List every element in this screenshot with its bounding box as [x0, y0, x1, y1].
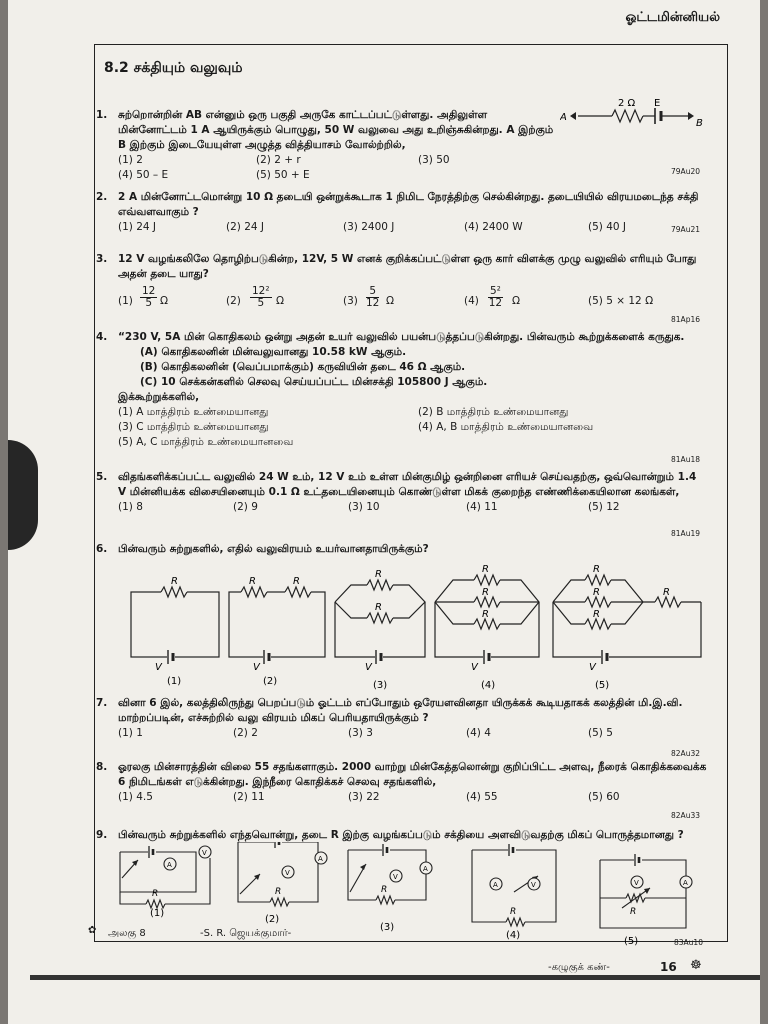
question-5: 5. விதங்களிக்கப்பட்ட வலுவில் 24 W உம், 12 V உம் உள்ள மின்குமிழ் ஒன்றினை எரியச் செய்வதற்கு, ஒவ்வொன்றும் 1.4 V மின்னியக்க விசையினையும் 0.1 Ω உட்தடையினையும் கொண்டுள்ள மிகக் குறைந்த எண்ணிக்கையிலான கலங்கள், (1) 8 (2) 9 (3) 10 (4) 11 (5) 12 81Au19 — [96, 470, 708, 515]
svg-text:R: R — [171, 576, 178, 587]
footer-series: -கழுகுக் கண்- — [548, 962, 610, 973]
question-text: பின்வரும் சுற்றுக்களில் எந்தவொன்று, தடை R இற்கு வழங்கப்படும் சக்தியை அளவிடுவதற்கு மிகப் பொருத்தமானது ? — [118, 829, 684, 841]
section-title: 8.2 சக்தியும் வலுவும் — [104, 60, 243, 76]
svg-text:B: B — [696, 118, 703, 129]
question-text: சுற்றொன்றின் AB என்னும் ஒரு பகுதி அருகே காட்டப்பட்டுள்ளது. அதிலுள்ள மின்னோட்டம் 1 A ஆயிருக்கும் பொழுது, 50 W வலுவை அது உறிஞ்சுகின்றது. A இற்கும் B இற்கும் இடையேயுள்ள அழுத்த வித்தியாசம் வோல்ற்றில், — [118, 109, 554, 151]
question-code: 81Au19 — [671, 529, 700, 538]
publisher-logo: ✿ — [88, 925, 97, 936]
svg-text:V: V — [285, 869, 290, 877]
svg-text:R: R — [482, 587, 489, 598]
svg-text:A: A — [167, 861, 172, 869]
question-text: “230 V, 5A மின் கொதிகலம் ஒன்று அதன் உயர் வலுவில் பயன்படுத்தப்படுகின்றது. பின்வரும் கூற்றுக்களைக் கருதுக. — [118, 331, 685, 343]
q9-circuit-1 — [120, 846, 211, 919]
svg-text:A: A — [318, 855, 323, 863]
svg-text:V: V — [634, 879, 639, 887]
q6-circuit-1 — [131, 576, 219, 687]
question-text: வினா 6 இல், கலத்திலிருந்து பெறப்படும் ஓட்டம் எப்போதும் ஒரேயளவினதா யிருக்கக் கூடியதாகக் கலத்தின் மி.இ.வி. மாற்றப்படின், எச்சுற்றில் வலு விரயம் மிகப் பெரியதாயிருக்கும் ? — [118, 697, 683, 724]
svg-text:R: R — [630, 907, 637, 917]
question-text: ஓரலகு மின்சாரத்தின் விலை 55 சதங்களாகும். 2000 வாற்று மின்கேத்தலொன்று குறிப்பிட்ட அளவு, நீரைக் கொதிக்கவைக்க 6 நிமிடங்கள் எடுக்கின்றது. இந்நீரை கொதிக்கச் செலவு சதங்களில், — [118, 761, 707, 788]
svg-text:R: R — [482, 564, 489, 575]
q1-circuit-figure — [560, 96, 710, 136]
svg-text:(3): (3) — [373, 680, 388, 691]
publisher-mark-icon: ☸ — [690, 958, 702, 973]
question-8: 8. ஓரலகு மின்சாரத்தின் விலை 55 சதங்களாகும். 2000 வாற்று மின்கேத்தலொன்று குறிப்பிட்ட அளவு, நீரைக் கொதிக்கவைக்க 6 நிமிடங்கள் எடுக்கின்றது. இந்நீரை கொதிக்கச் செலவு சதங்களில், (1) 4.5 (2) 11 (3) 22 (4) 55 (5) 60 82Au33 — [96, 760, 708, 805]
svg-text:A: A — [493, 881, 498, 889]
svg-text:(4): (4) — [506, 930, 521, 941]
binder-hole — [8, 440, 38, 550]
svg-text:R: R — [510, 907, 517, 917]
svg-text:V: V — [393, 873, 398, 881]
svg-text:R: R — [152, 889, 159, 899]
svg-text:V: V — [365, 662, 372, 673]
svg-text:2 Ω: 2 Ω — [618, 98, 636, 109]
svg-text:(4): (4) — [481, 680, 496, 691]
svg-text:A: A — [683, 879, 688, 887]
question-code: 82Au32 — [671, 749, 700, 758]
svg-text:A: A — [560, 112, 567, 123]
q9-circuit-5 — [600, 854, 692, 947]
question-7: 7. வினா 6 இல், கலத்திலிருந்து பெறப்படும் ஓட்டம் எப்போதும் ஒரேயளவினதா யிருக்கக் கூடியதாகக் கலத்தின் மி.இ.வி. மாற்றப்படின், எச்சுற்றில் வலு விரயம் மிகப் பெரியதாயிருக்கும் ? (1) 1 (2) 2 (3) 3 (4) 4 (5) 5 82Au32 — [96, 696, 708, 741]
question-4: 4. “230 V, 5A மின் கொதிகலம் ஒன்று அதன் உயர் வலுவில் பயன்படுத்தப்படுகின்றது. பின்வரும் கூற்றுக்களைக் கருதுக. (A) கொதிகலனின் மின்வலுவானது 10.58 kW ஆகும். (B) கொதிகலனின் (வெப்பமாக்கும்) கருவியின் தடை 46 Ω ஆகும். (C) 10 செக்கன்களில் செலவு செய்யப்பட்ட மின்சக்தி 105800 J ஆகும். இக்கூற்றுக்களில், (1) A மாத்திரம் உண்மையானது (2) B மாத்திரம் உண்மையானது (3) C மாத்திரம் உண்மையானது (4) A, B மாத்திரம் உண்மையானவை (5) A, C மாத்திரம் உண்மையானவை 81Au18 — [96, 330, 708, 450]
svg-text:V: V — [202, 849, 207, 857]
question-text: 2 A மின்னோட்டமொன்று 10 Ω தடையி ஒன்றுக்கூடாக 1 நிமிட நேரத்திற்கு செல்கின்றது. தடையியில் விரயமடைந்த சக்தி எவ்வளவாகும் ? — [118, 191, 699, 218]
q6-circuit-5 — [553, 564, 701, 691]
svg-text:V: V — [589, 662, 596, 673]
svg-text:(1): (1) — [150, 908, 165, 919]
q6-circuit-4 — [435, 564, 539, 691]
question-2: 2. 2 A மின்னோட்டமொன்று 10 Ω தடையி ஒன்றுக்கூடாக 1 நிமிட நேரத்திற்கு செல்கின்றது. தடையியில் விரயமடைந்த சக்தி எவ்வளவாகும் ? (1) 24 J (2) 24 J (3) 2400 J (4) 2400 W (5) 40 J 79Au21 — [96, 190, 708, 235]
question-code: 81Ap16 — [671, 315, 700, 324]
question-3: 3. 12 V வழங்கலிலே தொழிற்படுகின்ற, 12V, 5 W எனக் குறிக்கப்பட்டுள்ள ஒரு கார் விளக்கு முழு வலுவில் எரியும் போது அதன் தடை யாது? (1) $\frac{12}{5}$ Ω (2) $\frac{\text{12²}}{5}$ Ω (3) $\frac{5}{12}$ Ω (4) $\frac{\text{5²}}{12}$ Ω (5) 5 × 12 Ω 81Ap16 — [96, 252, 708, 320]
svg-text:R: R — [593, 609, 600, 620]
chapter-header: ஓட்டமின்னியல் — [625, 10, 720, 25]
svg-text:R: R — [381, 885, 388, 895]
svg-text:A: A — [423, 865, 428, 873]
question-code: 81Au18 — [671, 455, 700, 464]
page-number: 16 — [660, 960, 677, 974]
bottom-rule — [30, 975, 760, 980]
q6-circuit-2 — [229, 576, 325, 687]
svg-text:R: R — [293, 576, 300, 587]
question-1: 1. சுற்றொன்றின் AB என்னும் ஒரு பகுதி அருகே காட்டப்பட்டுள்ளது. அதிலுள்ள மின்னோட்டம் 1 A ஆயிருக்கும் பொழுது, 50 W வலுவை அது உறிஞ்சுகின்றது. A இற்கும் B இற்கும் இடையேயுள்ள அழுத்த வித்தியாசம் வோல்ற்றில், (1) 2 (2) 2 + r (3) 50 (4) 50 – E (5) 50 + E 79Au20 — [96, 109, 700, 181]
svg-text:V: V — [531, 881, 536, 889]
svg-text:(3): (3) — [380, 922, 395, 933]
svg-text:R: R — [593, 587, 600, 598]
q6-circuits-figure — [125, 560, 715, 695]
svg-text:(2): (2) — [265, 914, 280, 925]
svg-text:E: E — [654, 98, 661, 109]
q9-circuit-3 — [348, 844, 432, 933]
question-text: 12 V வழங்கலிலே தொழிற்படுகின்ற, 12V, 5 W எனக் குறிக்கப்பட்டுள்ள ஒரு கார் விளக்கு முழு வலுவில் எரியும் போது அதன் தடை யாது? — [118, 253, 697, 280]
svg-text:V: V — [253, 662, 260, 673]
q9-circuit-4 — [472, 844, 556, 941]
footer-unit: அலகு 8 — [108, 928, 146, 939]
svg-text:R: R — [482, 609, 489, 620]
svg-text:V: V — [471, 662, 478, 673]
svg-text:R: R — [593, 564, 600, 575]
question-code: 82Au33 — [671, 811, 700, 820]
svg-text:R: R — [249, 576, 256, 587]
svg-text:R: R — [375, 602, 382, 613]
question-6: 6. பின்வரும் சுற்றுகளில், எதில் வலுவிரயம் உயர்வானதாயிருக்கும்? — [96, 542, 708, 557]
svg-text:R: R — [663, 587, 670, 598]
question-code: 79Au20 — [671, 167, 700, 176]
svg-text:(5): (5) — [624, 936, 639, 947]
question-text: பின்வரும் சுற்றுகளில், எதில் வலுவிரயம் உயர்வானதாயிருக்கும்? — [118, 543, 429, 555]
svg-text:(5): (5) — [595, 680, 610, 691]
q6-circuit-3 — [335, 569, 425, 691]
question-9: 9. பின்வரும் சுற்றுக்களில் எந்தவொன்று, தடை R இற்கு வழங்கப்படும் சக்தியை அளவிடுவதற்கு மிகப் பொருத்தமானது ? — [96, 828, 708, 843]
svg-text:R: R — [275, 887, 282, 897]
svg-text:V: V — [155, 662, 162, 673]
question-code: 83Au10 — [674, 938, 703, 947]
question-text: விதங்களிக்கப்பட்ட வலுவில் 24 W உம், 12 V உம் உள்ள மின்குமிழ் ஒன்றினை எரியச் செய்வதற்கு, ஒவ்வொன்றும் 1.4 V மின்னியக்க விசையினையும் 0.1 Ω உட்தடையினையும் கொண்டுள்ள மிகக் குறைந்த எண்ணிக்கையிலான கலங்கள், — [118, 471, 697, 498]
footer-author: -S. R. ஜெயக்குமார்- — [200, 928, 292, 939]
q9-circuit-2 — [238, 842, 327, 925]
svg-text:R: R — [375, 569, 382, 580]
svg-text:(2): (2) — [263, 676, 278, 687]
question-code: 79Au21 — [671, 225, 700, 234]
svg-text:(1): (1) — [167, 676, 182, 687]
